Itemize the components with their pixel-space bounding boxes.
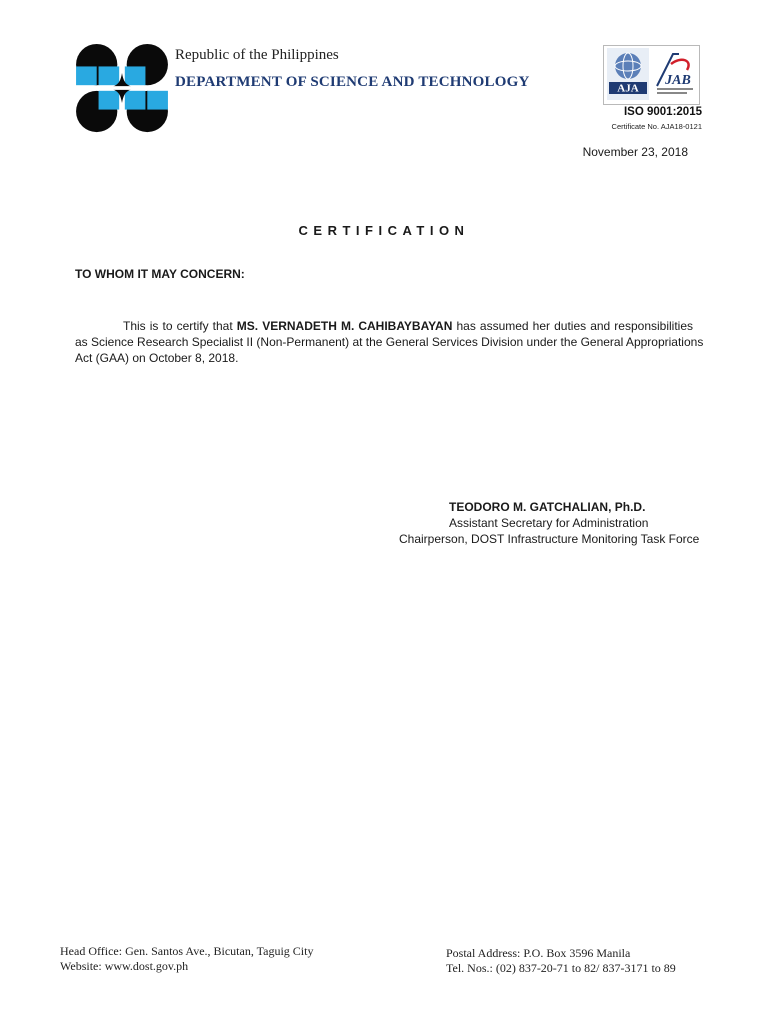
signatory-role: Chairperson, DOST Infrastructure Monitoring Task Force	[399, 532, 700, 546]
iso-standard: ISO 9001:2015	[623, 106, 702, 118]
signatory-position: Assistant Secretary for Administration	[449, 516, 649, 530]
salutation: TO WHOM IT MAY CONCERN:	[75, 267, 245, 281]
department-name: DEPARTMENT OF SCIENCE AND TECHNOLOGY	[175, 74, 530, 90]
iso-certificate-number: Certificate No. AJA18-0121	[611, 122, 702, 131]
aja-globe-icon	[607, 48, 649, 100]
body-line-1-rest: has assumed her duties and responsibilities	[456, 319, 694, 333]
footer-postal-address: Postal Address: P.O. Box 3596 Manila	[446, 946, 631, 960]
body-line-3: Act (GAA) on October 8, 2018.	[75, 351, 239, 365]
body-line-2: as Science Research Specialist II (Non-Permanent) at the General Services Division under the General Appropriations	[75, 335, 704, 349]
jab-label: JAB	[665, 73, 691, 88]
body-line-1	[123, 318, 693, 334]
signatory-name: TEODORO M. GATCHALIAN, Ph.D.	[449, 500, 646, 514]
footer-head-office: Head Office: Gen. Santos Ave., Bicutan, Taguig City	[60, 944, 314, 958]
jab-mark-icon	[651, 48, 697, 100]
certification-title: CERTIFICATION	[298, 223, 470, 238]
iso-badge	[603, 45, 700, 105]
aja-label: AJA	[617, 82, 639, 95]
body-lead: This is to certify that	[123, 319, 233, 333]
letter-date: November 23, 2018	[582, 145, 688, 159]
employee-name: MS. VERNADETH M. CAHIBAYBAYAN	[236, 319, 453, 333]
footer-website: Website: www.dost.gov.ph	[60, 959, 189, 973]
footer-telephone: Tel. Nos.: (02) 837-20-71 to 82/ 837-3171 to 89	[446, 961, 676, 975]
country-name: Republic of the Philippines	[175, 47, 339, 63]
dost-logo-icon	[75, 43, 169, 133]
